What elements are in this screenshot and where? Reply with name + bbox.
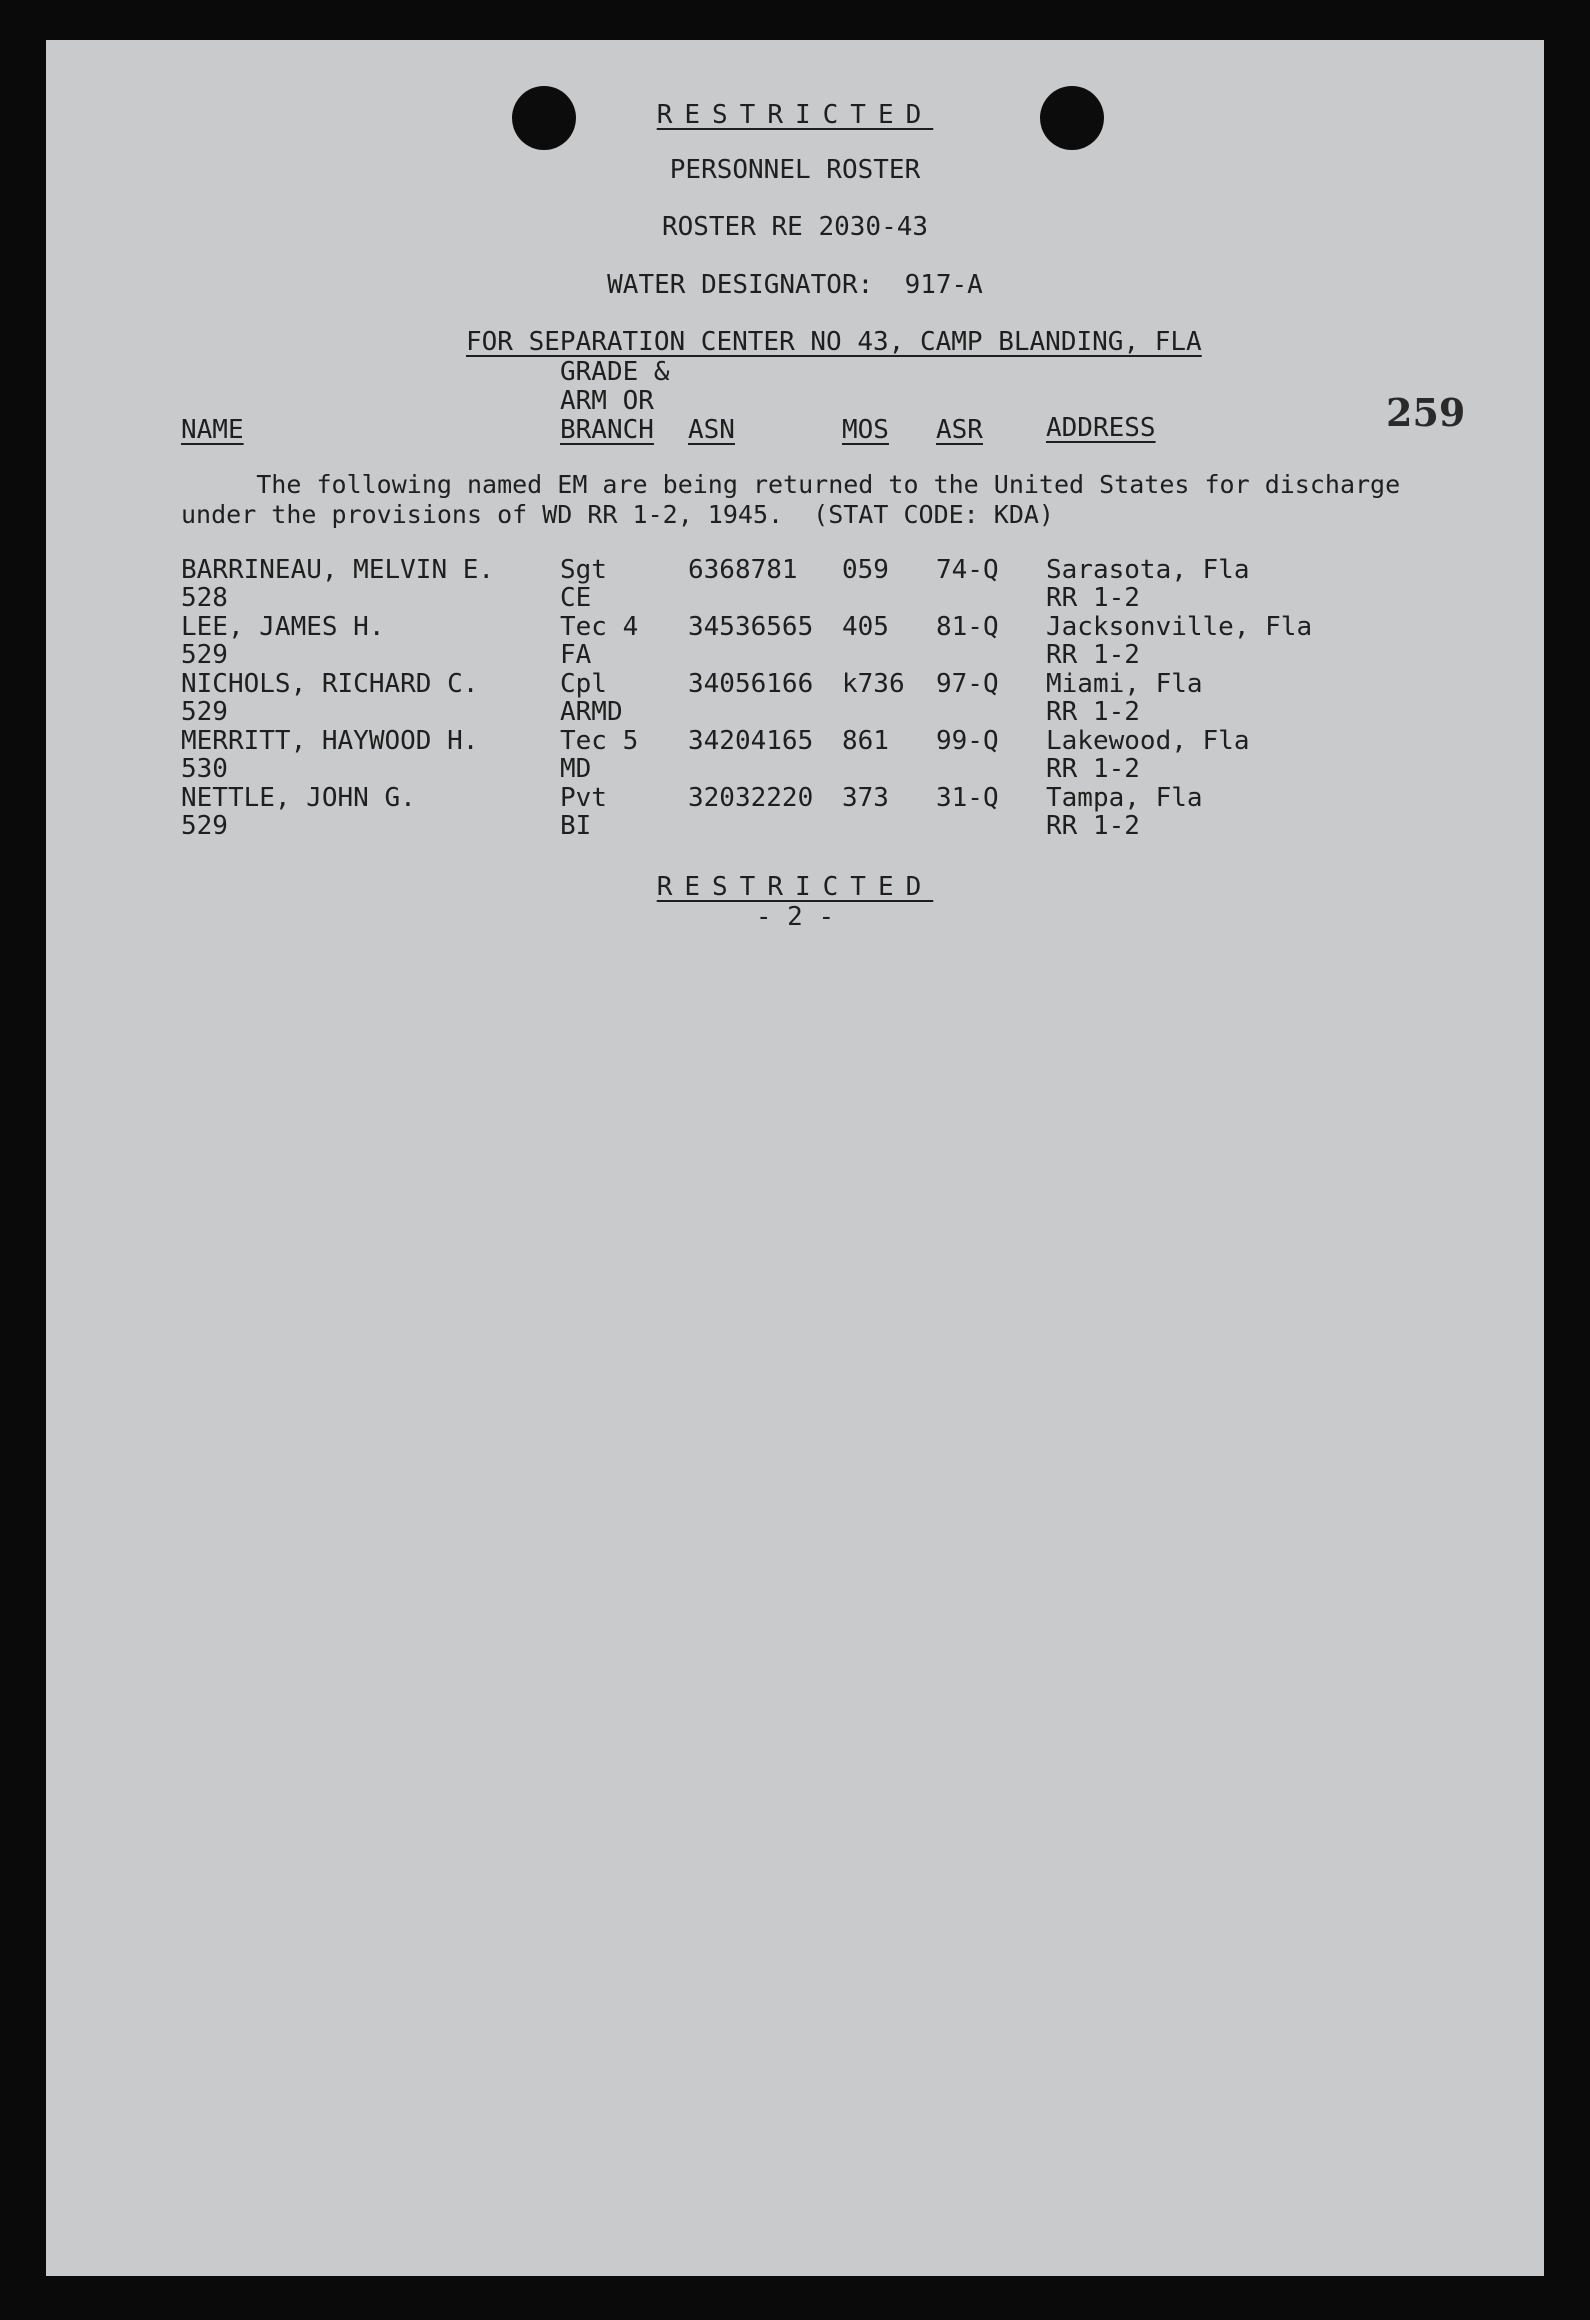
roster-address: Lakewood, Fla [1046, 726, 1250, 756]
roster-mos: 373 [842, 783, 889, 813]
roster-auth: RR 1-2 [1046, 697, 1140, 727]
roster-asn: 34536565 [688, 612, 814, 642]
destination-line: FOR SEPARATION CENTER NO 43, CAMP BLANDING, FLA [466, 327, 1202, 357]
roster-asn: 34204165 [688, 726, 814, 756]
column-header-asr: ASR [936, 415, 983, 445]
roster-mos: 059 [842, 555, 889, 585]
roster-branch: BI [560, 811, 592, 841]
roster-unit: 529 [181, 697, 228, 727]
intro-line-2: under the provisions of WD RR 1-2, 1945. (STAT CODE: KDA) [181, 500, 1054, 529]
roster-address: Miami, Fla [1046, 669, 1203, 699]
roster-branch: FA [560, 640, 592, 670]
roster-branch: MD [560, 754, 592, 784]
column-header-mos: MOS [842, 415, 889, 445]
restricted-header: RESTRICTED [656, 100, 934, 130]
roster-asr: 31-Q [936, 783, 999, 813]
roster-unit: 530 [181, 754, 228, 784]
roster-name: MERRITT, HAYWOOD H. [181, 726, 479, 756]
roster-unit: 529 [181, 640, 228, 670]
roster-asr: 99-Q [936, 726, 999, 756]
page-marker: - 2 - [755, 902, 835, 932]
roster-address: Sarasota, Fla [1046, 555, 1250, 585]
roster-branch: CE [560, 583, 592, 613]
document-page [46, 40, 1544, 2276]
roster-mos: 405 [842, 612, 889, 642]
roster-asr: 74-Q [936, 555, 999, 585]
column-header-grade-3: BRANCH [560, 415, 654, 445]
roster-grade: Pvt [560, 783, 607, 813]
document-title: PERSONNEL ROSTER [669, 155, 921, 185]
roster-name: LEE, JAMES H. [181, 612, 385, 642]
roster-number: ROSTER RE 2030-43 [661, 212, 929, 242]
roster-name: NICHOLS, RICHARD C. [181, 669, 479, 699]
roster-branch: ARMD [560, 697, 623, 727]
column-header-name: NAME [181, 415, 244, 445]
roster-name: BARRINEAU, MELVIN E. [181, 555, 495, 585]
column-header-grade-2: ARM OR [560, 386, 654, 416]
roster-asr: 97-Q [936, 669, 999, 699]
restricted-footer: RESTRICTED [656, 872, 934, 902]
roster-asn: 34056166 [688, 669, 814, 699]
roster-auth: RR 1-2 [1046, 583, 1140, 613]
roster-name: NETTLE, JOHN G. [181, 783, 416, 813]
roster-address: Jacksonville, Fla [1046, 612, 1313, 642]
roster-asn: 32032220 [688, 783, 814, 813]
roster-grade: Cpl [560, 669, 607, 699]
roster-auth: RR 1-2 [1046, 811, 1140, 841]
roster-asn: 6368781 [688, 555, 798, 585]
column-header-grade-1: GRADE & [560, 357, 670, 387]
roster-grade: Tec 5 [560, 726, 639, 756]
roster-unit: 528 [181, 583, 228, 613]
intro-line-1: The following named EM are being returned to the United States for discharge [181, 470, 1401, 499]
roster-mos: k736 [842, 669, 905, 699]
roster-asr: 81-Q [936, 612, 999, 642]
roster-grade: Tec 4 [560, 612, 639, 642]
roster-auth: RR 1-2 [1046, 754, 1140, 784]
page-number-stamp: 259 [1386, 390, 1466, 435]
roster-grade: Sgt [560, 555, 607, 585]
column-header-address: ADDRESS [1046, 413, 1156, 443]
roster-auth: RR 1-2 [1046, 640, 1140, 670]
roster-unit: 529 [181, 811, 228, 841]
roster-address: Tampa, Fla [1046, 783, 1203, 813]
water-designator: WATER DESIGNATOR: 917-A [607, 270, 983, 300]
column-header-asn: ASN [688, 415, 735, 445]
roster-mos: 861 [842, 726, 889, 756]
